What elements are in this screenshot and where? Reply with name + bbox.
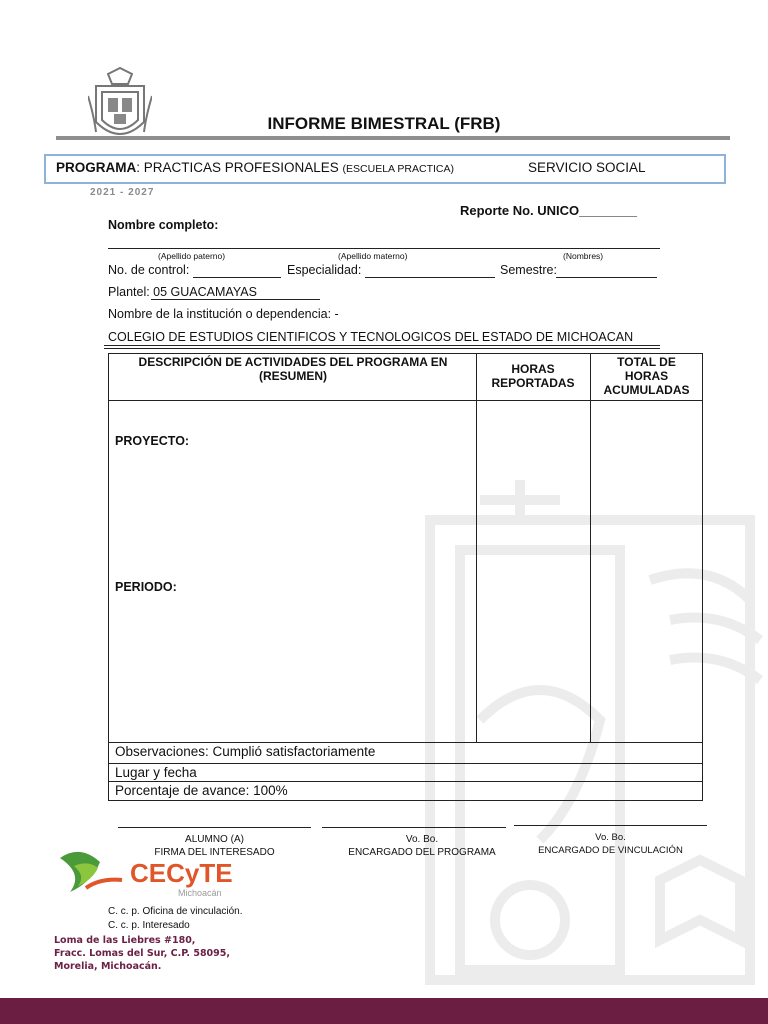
programa-signature-label (322, 833, 522, 859)
institucion-value: COLEGIO DE ESTUDIOS CIENTIFICOS Y TECNOLOGICOS DEL ESTADO DE MICHOACAN (108, 330, 634, 344)
cecyte-logo (56, 848, 256, 900)
periodo-label: PERIODO: (115, 580, 177, 594)
proyecto-label: PROYECTO: (115, 434, 190, 448)
especialidad-label: Especialidad: (287, 263, 362, 277)
vobo-programa-label: Vo. Bo. (405, 834, 439, 845)
plantel-value: 05 GUACAMAYAS (153, 285, 257, 299)
ccp-block (108, 905, 243, 933)
programa-signature-line (322, 827, 506, 828)
institucion-line-2 (104, 348, 660, 349)
address-line-2: Fracc. Lomas del Sur, C.P. 58095, (54, 948, 231, 959)
alumno-signature-line (118, 827, 311, 828)
alumno-label: ALUMNO (A) (185, 834, 244, 845)
no-control-label: No. de control: (108, 263, 190, 277)
lugar-fecha-row: Lugar y fecha (115, 765, 197, 780)
footer-bar (0, 998, 768, 1024)
apellido-paterno-label: (Apellido paterno) (158, 251, 226, 261)
table-divider-1 (476, 353, 477, 742)
address-line-1: Loma de las Liebres #180, (54, 935, 196, 946)
institucion-label: Nombre de la institución o dependencia: - (108, 307, 339, 321)
activities-table (108, 353, 703, 801)
table-row-line-1 (108, 742, 703, 743)
plantel-field (108, 285, 257, 299)
no-control-line (193, 277, 281, 278)
address-block (54, 934, 230, 973)
col-header-total: TOTAL DE HORAS ACUMULADAS (603, 355, 690, 397)
program-label: PROGRAMA (56, 160, 137, 175)
vinculacion-signature-label (514, 831, 707, 857)
ccp-interesado: C. c. p. Interesado (108, 920, 190, 931)
svg-text:CECyTE: CECyTE (130, 858, 233, 888)
semestre-label: Semestre: (500, 263, 557, 277)
institucion-line-1 (104, 345, 660, 346)
nombre-completo-label: Nombre completo: (108, 218, 219, 232)
col-header-descripcion: DESCRIPCIÓN DE ACTIVIDADES DEL PROGRAMA EN (RESUMEN) (138, 355, 448, 383)
observaciones-row: Observaciones: Cumplió satisfactoriamente (115, 744, 376, 759)
page-title: INFORME BIMESTRAL (FRB) (267, 114, 501, 133)
program-small: (ESCUELA PRACTICA) (342, 163, 454, 175)
program-value: : PRACTICAS PROFESIONALES (136, 160, 343, 175)
servicio-social-label: SERVICIO SOCIAL (528, 160, 646, 175)
table-row-line-3 (108, 781, 703, 782)
reporte-number: Reporte No. UNICO________ (460, 203, 638, 218)
firma-interesado-label: FIRMA DEL INTERESADO (154, 847, 275, 858)
program-line (56, 160, 454, 175)
encargado-vinculacion-label: ENCARGADO DE VINCULACIÓN (538, 845, 683, 856)
especialidad-line (365, 277, 495, 278)
encargado-programa-label: ENCARGADO DEL PROGRAMA (348, 847, 496, 858)
vinculacion-signature-line (514, 825, 707, 826)
years-label: 2021 - 2027 (90, 187, 155, 198)
plantel-label: Plantel: (108, 285, 154, 299)
table-divider-2 (590, 353, 591, 742)
address-line-3: Morelia, Michoacán. (54, 961, 162, 972)
porcentaje-row: Porcentaje de avance: 100% (115, 783, 288, 798)
header-divider (56, 136, 730, 140)
nombres-label: (Nombres) (563, 251, 604, 261)
table-row-line-2 (108, 763, 703, 764)
col-header-horas: HORAS REPORTADAS (491, 362, 575, 390)
plantel-line (151, 299, 320, 300)
svg-text:Michoacán: Michoacán (178, 888, 222, 898)
apellido-materno-label: (Apellido materno) (338, 251, 408, 261)
semestre-line (556, 277, 657, 278)
nombre-line (108, 248, 660, 249)
ccp-oficina: C. c. p. Oficina de vinculación. (108, 906, 243, 917)
table-header-line (108, 400, 703, 401)
vobo-vinculacion-label: Vo. Bo. (595, 832, 626, 843)
